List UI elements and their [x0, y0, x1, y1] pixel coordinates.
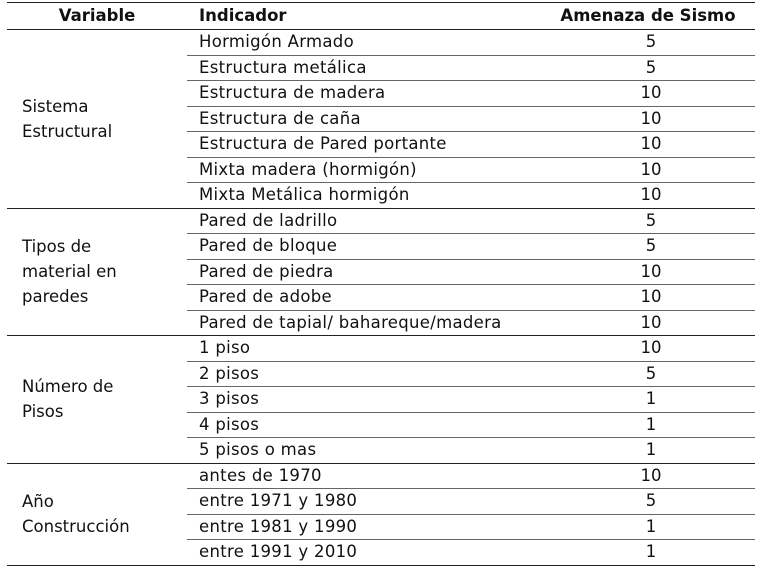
seismic-threat-table-container	[7, 2, 755, 566]
indicador-cell: 4 pisos	[187, 412, 541, 438]
variable-label-line: Sistema	[22, 96, 89, 116]
indicador-cell: 2 pisos	[187, 361, 541, 387]
amenaza-value-cell: 10	[541, 463, 755, 489]
amenaza-value-cell: 10	[541, 183, 755, 209]
header-variable: Variable	[7, 3, 187, 30]
variable-label-line: paredes	[22, 287, 89, 307]
indicador-cell: 5 pisos o mas	[187, 438, 541, 464]
variable-cell	[7, 336, 187, 464]
amenaza-value-cell: 1	[541, 514, 755, 540]
table-row	[7, 336, 755, 362]
variable-label-line: Construcción	[22, 517, 130, 536]
indicador-cell: entre 1991 y 2010	[187, 540, 541, 566]
indicador-cell: entre 1971 y 1980	[187, 489, 541, 515]
amenaza-value-cell: 5	[541, 55, 755, 81]
variable-label-line: Pisos	[22, 402, 64, 422]
indicador-cell: Hormigón Armado	[187, 30, 541, 56]
amenaza-value-cell: 10	[541, 336, 755, 362]
amenaza-value-cell: 10	[541, 285, 755, 311]
table-row	[7, 30, 755, 56]
indicador-cell: Estructura de Pared portante	[187, 132, 541, 158]
amenaza-value-cell: 1	[541, 438, 755, 464]
table-row	[7, 208, 755, 234]
variable-label-line: Año	[22, 492, 54, 511]
amenaza-value-cell: 5	[541, 234, 755, 260]
indicador-cell: Estructura de caña	[187, 106, 541, 132]
variable-label-line: Tipos de	[22, 237, 92, 257]
indicador-cell: 1 piso	[187, 336, 541, 362]
amenaza-value-cell: 1	[541, 387, 755, 413]
variable-cell	[7, 463, 187, 565]
variable-label-line: material en	[22, 262, 117, 282]
indicador-cell: Mixta madera (hormigón)	[187, 157, 541, 183]
variable-label-line: Estructural	[22, 121, 113, 141]
table-header-row	[7, 3, 755, 30]
amenaza-value-cell: 5	[541, 208, 755, 234]
amenaza-value-cell: 10	[541, 259, 755, 285]
indicador-cell: antes de 1970	[187, 463, 541, 489]
indicador-cell: 3 pisos	[187, 387, 541, 413]
variable-cell	[7, 30, 187, 209]
indicador-cell: Estructura metálica	[187, 55, 541, 81]
amenaza-value-cell: 5	[541, 489, 755, 515]
header-amenaza: Amenaza de Sismo	[541, 3, 755, 30]
indicador-cell: Pared de tapial/ bahareque/madera	[187, 310, 541, 336]
amenaza-value-cell: 1	[541, 412, 755, 438]
amenaza-value-cell: 10	[541, 310, 755, 336]
variable-cell	[7, 208, 187, 336]
indicador-cell: Estructura de madera	[187, 81, 541, 107]
seismic-threat-table	[7, 2, 755, 566]
table-body	[7, 30, 755, 566]
amenaza-value-cell: 10	[541, 132, 755, 158]
indicador-cell: Pared de piedra	[187, 259, 541, 285]
indicador-cell: Pared de adobe	[187, 285, 541, 311]
amenaza-value-cell: 5	[541, 361, 755, 387]
table-row	[7, 463, 755, 489]
indicador-cell: Pared de bloque	[187, 234, 541, 260]
amenaza-value-cell: 10	[541, 106, 755, 132]
indicador-cell: entre 1981 y 1990	[187, 514, 541, 540]
header-indicador: Indicador	[187, 3, 541, 30]
amenaza-value-cell: 10	[541, 157, 755, 183]
amenaza-value-cell: 10	[541, 81, 755, 107]
variable-label-line: Número de	[22, 377, 114, 397]
amenaza-value-cell: 1	[541, 540, 755, 566]
indicador-cell: Pared de ladrillo	[187, 208, 541, 234]
indicador-cell: Mixta Metálica hormigón	[187, 183, 541, 209]
amenaza-value-cell: 5	[541, 30, 755, 56]
